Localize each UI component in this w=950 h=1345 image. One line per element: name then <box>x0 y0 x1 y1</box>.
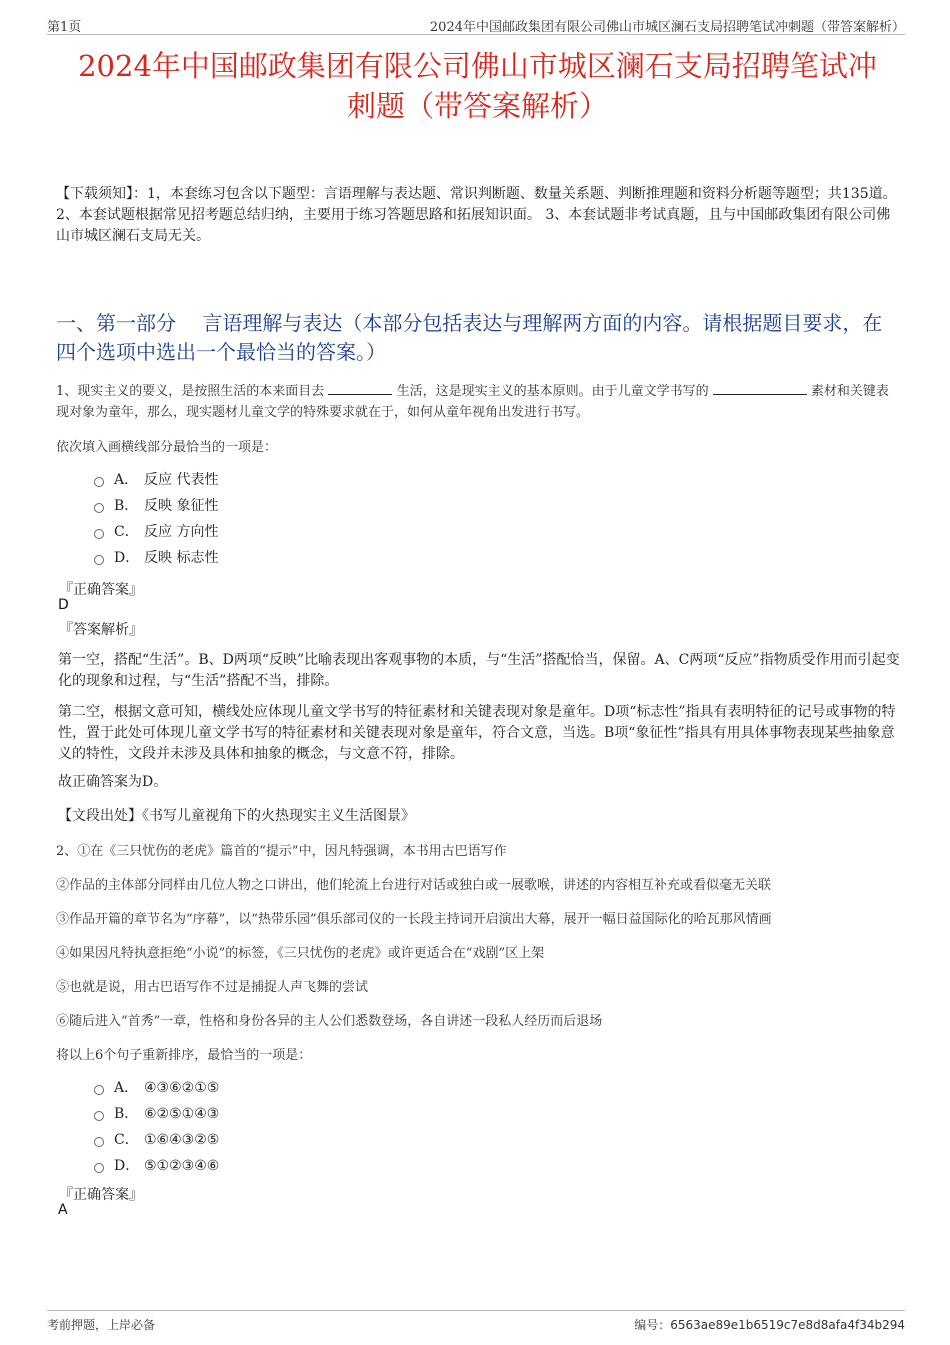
analysis-conclusion: 故正确答案为D。 <box>58 774 168 790</box>
answer-value: A <box>58 1202 68 1218</box>
radio-icon[interactable] <box>94 1085 104 1095</box>
radio-icon[interactable] <box>94 1163 104 1173</box>
question-1-prompt: 依次填入画横线部分最恰当的一项是： <box>56 440 278 455</box>
option-c[interactable]: C． ①⑥④③②⑤ <box>94 1127 219 1153</box>
option-b[interactable]: B． ⑥②⑤①④③ <box>94 1101 219 1127</box>
answer-label: 『正确答案』 <box>59 582 143 598</box>
footer-slogan: 考前押题，上岸必备 <box>47 1318 156 1332</box>
header-doc-title: 2024年中国邮政集团有限公司佛山市城区澜石支局招聘笔试冲刺题（带答案解析） <box>429 20 905 35</box>
radio-icon[interactable] <box>94 555 104 565</box>
question-2-sentence: ⑥随后进入“首秀”一章，性格和身份各异的主人公们悉数登场，各自讲述一段私人经历而后退场 <box>56 1014 603 1029</box>
option-a[interactable]: A． ④③⑥②①⑤ <box>94 1075 219 1101</box>
analysis-paragraph-1: 第一空，搭配“生活”。B、D两项“反映”比喻表现出客观事物的本质，与“生活”搭配恰当，保留。A、C两项“反应”指物质受作用而引起变化的现象和过程，与“生活”搭配不当，排除。 <box>58 652 900 689</box>
option-d[interactable]: D． 反映 标志性 <box>94 545 218 571</box>
section-title: 一、第一部分 言语理解与表达（本部分包括表达与理解两方面的内容。请根据题目要求，在四个选项中选出一个最恰当的答案。） <box>56 311 883 364</box>
document-title <box>50 46 905 126</box>
radio-icon[interactable] <box>94 1137 104 1147</box>
question-2-sentence: ②作品的主体部分同样由几位人物之口讲出，他们轮流上台进行对话或独白或一展歌喉，讲述的内容相互补充或看似毫无关联 <box>56 878 772 893</box>
radio-icon[interactable] <box>94 477 104 487</box>
question-2-sentence: 2、①在《三只忧伤的老虎》篇首的“提示”中，因凡特强调，本书用古巴语写作 <box>56 844 507 859</box>
question-2-sentence: ④如果因凡特执意拒绝“小说”的标签，《三只忧伤的老虎》或许更适合在“戏剧”区上架 <box>56 946 545 961</box>
question-1-options <box>94 467 218 571</box>
question-2-options <box>94 1075 219 1179</box>
page-header <box>47 14 905 35</box>
answer-label: 『正确答案』 <box>59 1187 143 1203</box>
footer-doc-id: 编号：6563ae89e1b6519c7e8d8afa4f34b294 <box>634 1318 905 1332</box>
option-c[interactable]: C． 反应 方向性 <box>94 519 218 545</box>
option-b[interactable]: B． 反映 象征性 <box>94 493 218 519</box>
radio-icon[interactable] <box>94 1111 104 1121</box>
blank-2 <box>713 381 807 395</box>
title-line-2: 刺题（带答案解析） <box>346 89 608 123</box>
radio-icon[interactable] <box>94 503 104 513</box>
option-a[interactable]: A． 反应 代表性 <box>94 467 218 493</box>
page-footer <box>47 1310 905 1332</box>
analysis-label: 『答案解析』 <box>59 622 143 638</box>
passage-source: 【文段出处】《书写儿童视角下的火热现实主义生活图景》 <box>58 808 415 824</box>
question-1-text: 1、现实主义的要义，是按照生活的本来面目去 生活，这是现实主义的基本原则。由于儿童文学书写的 素材和关键表现对象为童年，那么，现实题材儿童文学的特殊要求就在于，如何从童年视角出发进行书写。 <box>56 381 900 423</box>
download-notice: 【下载须知】：1，本套练习包含以下题型：言语理解与表达题、常识判断题、数量关系题、判断推理题和资料分析题等题型；共135道。 2、本套试题根据常见招考题总结归纳，主要用于练习答题思路和拓展知识面。 3、本套试题非考试真题，且与中国邮政集团有限公司佛山市城区澜石支局无关。 <box>56 186 897 244</box>
page-number: 第1页 <box>47 20 82 35</box>
radio-icon[interactable] <box>94 529 104 539</box>
question-2-sentence: ⑤也就是说，用古巴语写作不过是捕捉人声飞舞的尝试 <box>56 980 369 995</box>
question-2-prompt: 将以上6个句子重新排序，最恰当的一项是： <box>56 1048 312 1063</box>
title-line-1: 2024年中国邮政集团有限公司佛山市城区澜石支局招聘笔试冲 <box>78 49 877 83</box>
option-d[interactable]: D． ⑤①②③④⑥ <box>94 1153 219 1179</box>
analysis-paragraph-2: 第二空，根据文意可知，横线处应体现儿童文学书写的特征素材和关键表现对象是童年。D项“标志性”指具有表明特征的记号或事物的特性，置于此处可体现儿童文学书写的特征素材和关键表现对象是童年，符合文意，当选。B项“象征性”指具有用具体事物表现某些抽象意义的特性，文段并未涉及具体和抽象的概念，与文意不符，排除。 <box>58 704 896 762</box>
question-2-sentence: ③作品开篇的章节名为“序幕”，以“热带乐园”俱乐部司仪的一长段主持词开启演出大幕，展开一幅日益国际化的哈瓦那风情画 <box>56 912 772 927</box>
answer-value: D <box>58 597 69 613</box>
blank-1 <box>328 381 392 395</box>
